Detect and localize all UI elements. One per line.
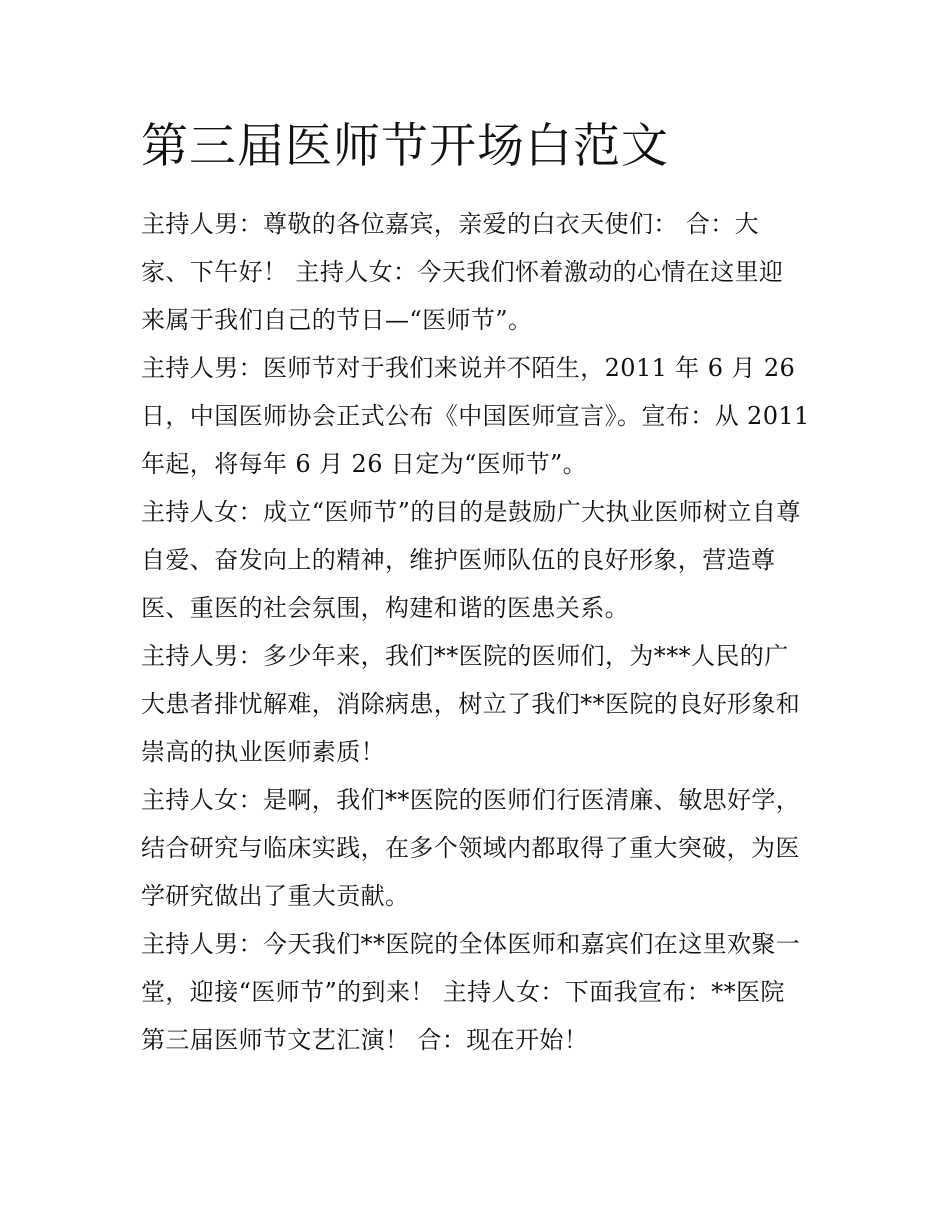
document-body xyxy=(141,200,820,1064)
text-line: 主持人男：今天我们**医院的全体医师和嘉宾们在这里欢聚一 xyxy=(141,930,801,958)
text-line: 自爱、奋发向上的精神，维护医师队伍的良好形象，营造尊 xyxy=(141,546,776,574)
document-title: 第三届医师节开场白范文 xyxy=(141,119,669,174)
text-line: 来属于我们自己的节日—“医师节”。 xyxy=(141,306,533,334)
text-line: 主持人男：医师节对于我们来说并不陌生，2011 年 6 月 26 xyxy=(141,354,796,382)
text-line: 年起，将每年 6 月 26 日定为“医师节”。 xyxy=(141,450,588,478)
text-line: 主持人男：多少年来，我们**医院的医师们，为***人民的广 xyxy=(141,642,789,670)
text-line: 主持人女：成立“医师节”的目的是鼓励广大执业医师树立自尊 xyxy=(141,498,801,526)
text-line: 学研究做出了重大贡献。 xyxy=(141,882,410,910)
text-line: 医、重医的社会氛围，构建和谐的医患关系。 xyxy=(141,594,629,622)
text-line: 家、下午好！ 主持人女：今天我们怀着激动的心情在这里迎 xyxy=(141,258,784,286)
text-line: 大患者排忧解难，消除病患，树立了我们**医院的良好形象和 xyxy=(141,690,801,718)
text-line: 崇高的执业医师素质！ xyxy=(141,738,385,766)
text-line: 主持人女：是啊，我们**医院的医师们行医清廉、敏思好学， xyxy=(141,786,801,814)
text-line: 结合研究与临床实践，在多个领域内都取得了重大突破，为医 xyxy=(141,834,800,862)
text-line: 第三届医师节文艺汇演！ 合：现在开始！ xyxy=(141,1026,589,1054)
text-line: 日，中国医师协会正式公布《中国医师宣言》。宣布：从 2011 xyxy=(141,402,810,430)
text-line: 主持人男：尊敬的各位嘉宾，亲爱的白衣天使们： 合：大 xyxy=(141,210,760,238)
text-line: 堂，迎接“医师节”的到来！ 主持人女：下面我宣布：**医院 xyxy=(141,978,785,1006)
